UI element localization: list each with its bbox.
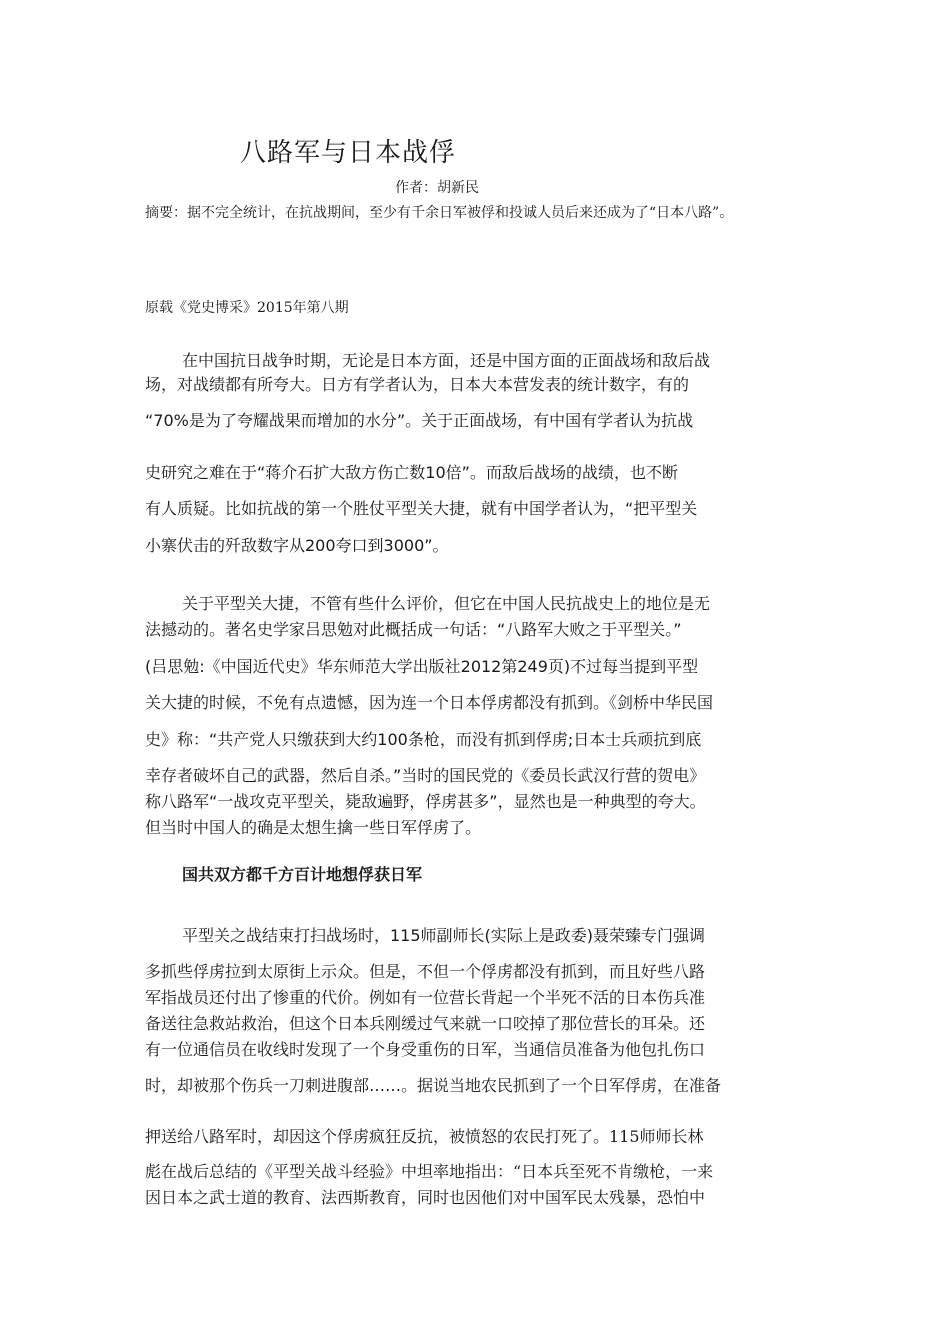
paragraph-1-line: 有人质疑。比如抗战的第一个胜仗平型关大捷，就有中国学者认为，“把平型关 <box>145 499 698 518</box>
paragraph-3-line: 时，却被那个伤兵一刀刺进腹部……。据说当地农民抓到了一个日军俘虏，在准备 <box>145 1076 722 1095</box>
paragraph-1-line: “70%是为了夸耀战果而增加的水分”。关于正面战场，有中国有学者认为抗战 <box>145 411 694 430</box>
paragraph-2-line: (吕思勉:《中国近代史》华东师范大学出版社2012第249页)不过每当提到平型 <box>145 657 699 676</box>
paragraph-1-line: 在中国抗日战争时期，无论是日本方面，还是中国方面的正面战场和敌后战 <box>182 351 711 370</box>
paragraph-2-line: 称八路军“一战攻克平型关，毙敌遍野，俘虏甚多”，显然也是一种典型的夸大。 <box>145 792 706 811</box>
article-title: 八路军与日本战俘 <box>240 138 457 168</box>
paragraph-3-line: 多抓些俘虏拉到太原街上示众。但是，不但一个俘虏都没有抓到，而且好些八路 <box>145 962 706 981</box>
abstract: 摘要：据不完全统计，在抗战期间，至少有千余日军被俘和投诚人员后来还成为了“日本八路”。 <box>145 205 734 221</box>
paragraph-3-line: 因日本之武士道的教育、法西斯教育，同时也因他们对中国军民太残暴，恐怕中 <box>145 1188 706 1207</box>
paragraph-3-line: 备送往急救站救治，但这个日本兵刚缓过气来就一口咬掉了那位营长的耳朵。还 <box>145 1014 706 1033</box>
paragraph-1-line: 小寨伏击的歼敌数字从200夸口到3000”。 <box>145 536 449 555</box>
paragraph-2-line: 关于平型关大捷，不管有些什么评价，但它在中国人民抗战史上的地位是无 <box>182 594 711 613</box>
paragraph-1-line: 史研究之难在于“蒋介石扩大敌方伤亡数10倍”。而敌后战场的战绩，也不断 <box>145 463 678 482</box>
paragraph-2-line: 幸存者破坏自己的武器，然后自杀。”当时的国民党的《委员长武汉行营的贺电》 <box>145 766 706 785</box>
paragraph-3-line: 押送给八路军时，却因这个俘虏疯狂反抗，被愤怒的农民打死了。115师师长林 <box>145 1127 704 1146</box>
author-line: 作者：胡新民 <box>395 180 479 196</box>
paragraph-2-line: 但当时中国人的确是太想生擒一些日军俘虏了。 <box>145 818 482 837</box>
paragraph-3-line: 彪在战后总结的《平型关战斗经验》中坦率地指出：“日本兵至死不肯缴枪，一来 <box>145 1162 714 1181</box>
section-heading: 国共双方都千方百计地想俘获日军 <box>182 865 423 884</box>
paragraph-1-line: 场，对战绩都有所夸大。日方有学者认为，日本大本营发表的统计数字，有的 <box>145 375 690 394</box>
paragraph-2-line: 关大捷的时候，不免有点遗憾，因为连一个日本俘虏都没有抓到。《剑桥中华民国 <box>145 693 714 712</box>
paragraph-3-line: 平型关之战结束打扫战场时，115师副师长(实际上是政委)聂荣臻专门强调 <box>182 926 706 945</box>
source-line: 原载《党史博采》2015年第八期 <box>145 300 349 316</box>
paragraph-2-line: 法撼动的。著名史学家吕思勉对此概括成一句话：“八路军大败之于平型关。” <box>145 620 682 639</box>
paragraph-3-line: 有一位通信员在收线时发现了一个身受重伤的日军，当通信员准备为他包扎伤口 <box>145 1040 706 1059</box>
paragraph-3-line: 军指战员还付出了惨重的代价。例如有一位营长背起一个半死不活的日本伤兵准 <box>145 988 706 1007</box>
paragraph-2-line: 史》称：“共产党人只缴获到大约100条枪，而没有抓到俘虏;日本士兵顽抗到底 <box>145 730 702 749</box>
